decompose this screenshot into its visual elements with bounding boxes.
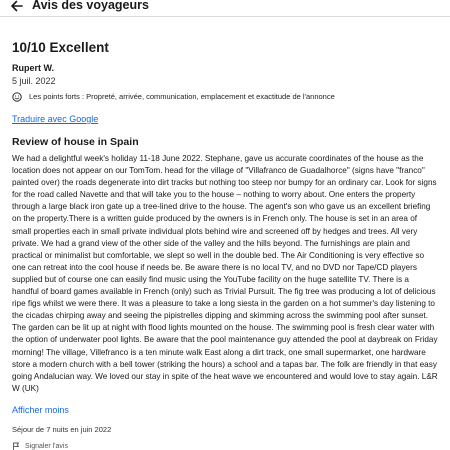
back-button[interactable] <box>8 0 26 15</box>
review-highlights <box>12 91 440 103</box>
top-bar <box>0 0 450 17</box>
flag-icon <box>12 442 21 450</box>
report-review-link[interactable] <box>12 442 440 450</box>
review-card <box>12 40 440 450</box>
page-title: Avis des voyageurs <box>32 0 149 12</box>
review-body: We had a delightful week's holiday 11-18 June 2022. Stephane, gave us accurate coordinates of the house as the location does not appear on our TomTom. head for the village of "Villafranco de Guadalhorce" (signs have "franco" painted over) the roads degenerate into dirt tracks but nothing too steep nor bumpy for an ordinary car. Look for signs for the road called Navette and that will take you to the house – nothing to worry about. One enters the property through a large black iron gate up a tree-lined drive to the house. The agent's son who gave us an excellent briefing on the property.There is a written guide produced by the owners is in French only. The house is set in an area of small properties each in small private individual plots behind wire and screened off by hedges and trees. All very private. We had a grand view of the other side of the valley and the hills beyond. The furnishings are plain and practical or minimalist but comfortable, we slept so well in the double bed. The Air Conditioning is very effective so one can retreat into the cool house if needs be. Be aware there is no local TV, and no DVD nor Tape/CD players supplied but of course one can easily find music using the YouTube facility on the huge satellite TV. There is a handful of board games available in French (only) such as Trivial Pursuit. The fig tree was producing a lot of delicious ripe figs whilst we were there. It was a pleasure to take a long siesta in the garden on a hot summer's day listening to the cicadas chirping away and seeing the pipistrelles dipping and skimming across the swimming pool after sunset. The garden can be lit up at night with flood lights mounted on the house. The swimming pool is fresh clear water with the option of underwater pool lights. Be aware that the pool maintenance guy attended the pool at daybreak on Friday morning! The village, Villefranco is a ten minute walk East along a dirt track, one small supermarket, one hardware store a modern church with a bell tower (striking the hours) a school and a tapas bar. The folk are friendly in that easy going Andalucian way. We loved our stay in spite of the heat wave we encountered and would love to stay again. L&R W (UK) <box>12 154 438 393</box>
arrow-left-icon <box>10 0 24 13</box>
reviewer-name: Rupert W. <box>12 63 54 73</box>
highlights-text: Les points forts : Propreté, arrivée, communication, emplacement et exactitude de l'annonce <box>29 92 335 101</box>
show-less-link[interactable]: Afficher moins <box>12 404 69 415</box>
translate-link[interactable]: Traduire avec Google <box>12 114 99 124</box>
smiley-icon <box>12 92 22 102</box>
report-label: Signaler l'avis <box>25 442 68 450</box>
stay-info: Séjour de 7 nuits en juin 2022 <box>12 424 112 434</box>
review-score: 10/10 Excellent <box>12 40 109 55</box>
review-title: Review of house in Spain <box>12 136 139 148</box>
review-date: 5 juil. 2022 <box>12 76 56 86</box>
